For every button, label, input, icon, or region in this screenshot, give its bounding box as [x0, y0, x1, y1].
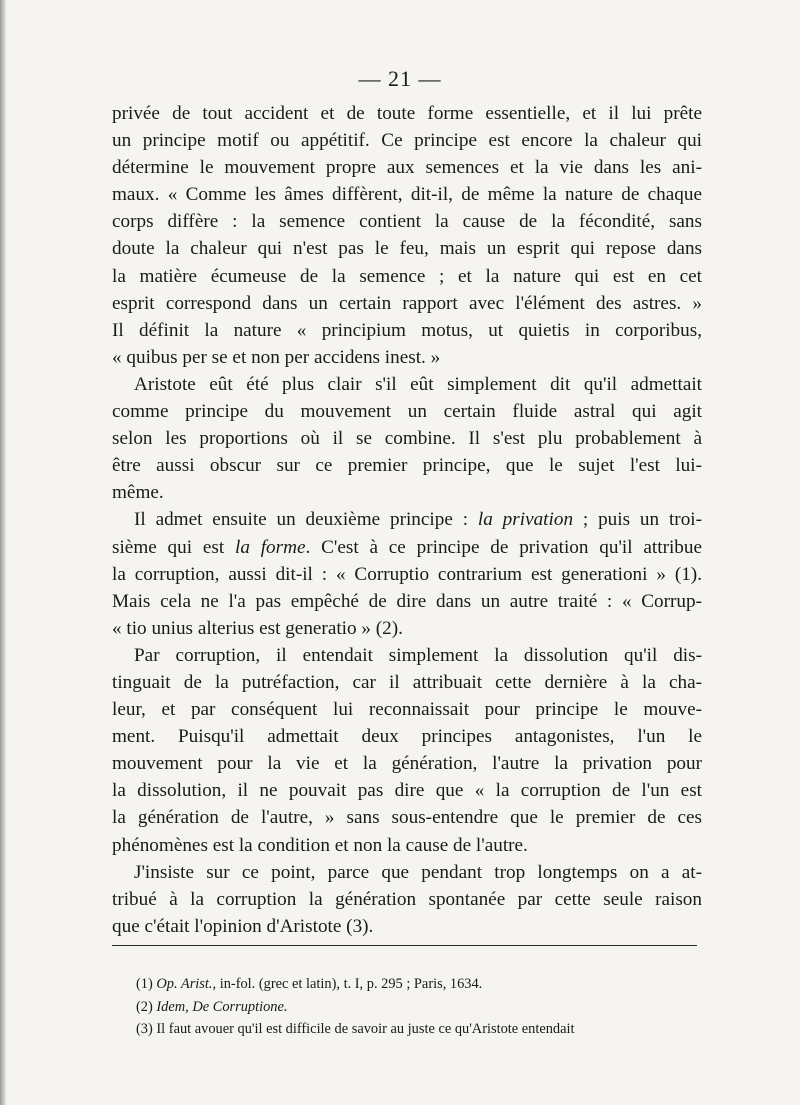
text-line: la génération de l'autre, » sans sous-entendre que le premier de ces [112, 807, 702, 829]
text-line: Il définit la nature « principium motus, ut quietis in corporibus, [112, 319, 702, 341]
footnote [136, 1018, 701, 1041]
footnote-mark: (1) [136, 976, 153, 992]
text-line: même. [112, 482, 164, 504]
text-line: ment. Puisqu'il admettait deux principes antagonistes, l'un le [112, 726, 702, 748]
footnote-mark: (2) [136, 998, 153, 1015]
text-line: être aussi obscur sur ce premier principe, que le sujet l'est lui- [112, 455, 702, 477]
italic-term: la forme [235, 536, 306, 558]
text-line: phénomènes est la condition et non la cause de l'autre. [112, 834, 528, 856]
text-line: doute la chaleur qui n'est pas le feu, mais un esprit qui repose dans [112, 238, 702, 260]
text-line: « tio unius alterius est generatio » (2). [112, 617, 403, 639]
italic-term: la privation [477, 509, 574, 531]
text-line: que c'était l'opinion d'Aristote (3). [112, 915, 374, 937]
paragraph [112, 371, 702, 506]
footnote-mark: (3) [136, 1021, 153, 1037]
main-text [112, 100, 702, 940]
text-line: la corruption, aussi dit-il : « Corruptio contrarium est generationi » (1). [112, 563, 702, 585]
footnote-text: Il faut avouer qu'il est difficile de savoir au juste ce qu'Aristote entendait [156, 1021, 575, 1037]
text-line: esprit correspond dans un certain rapport avec l'élément des astres. » [112, 292, 702, 314]
text-line: J'insiste sur ce point, parce que pendant trop longtemps on a at- [134, 861, 702, 883]
text-line: Par corruption, il entendait simplement la dissolution qu'il dis- [134, 644, 702, 666]
text-line: Mais cela ne l'a pas empêché de dire dans un autre traité : « Corrup- [112, 590, 702, 612]
text-line: mouvement pour la vie et la génération, l'autre la privation pour [112, 753, 702, 775]
page-number: — 21 — [358, 66, 442, 91]
text-line: leur, et par conséquent lui reconnaissait pour principe le mouve- [112, 699, 702, 721]
footnote-rule [112, 945, 697, 946]
text-line: sième qui est la forme. C'est à ce principe de privation qu'il attribue [112, 536, 702, 558]
text-line: tribué à la corruption la génération spontanée par cette seule raison [112, 888, 702, 910]
footnote [136, 973, 701, 996]
text-line: Il admet ensuite un deuxième principe : la privation ; puis un troi- [134, 509, 703, 531]
page-edge-shadow [0, 0, 6, 1105]
footnote-text: in-fol. (grec et latin), t. I, p. 295 ; Paris, 1634. [216, 976, 483, 992]
footnotes [136, 973, 701, 1041]
text-line: détermine le mouvement propre aux semences et la vie dans les ani- [112, 157, 702, 179]
text-line: tinguait de la putréfaction, car il attribuait cette dernière à la cha- [112, 671, 702, 693]
text-line: corps diffère : la semence contient la cause de la fécondité, sans [112, 211, 702, 233]
footnote-source: Op. Arist., [156, 976, 217, 992]
text-line: selon les proportions où il se combine. Il s'est plu probablement à [112, 428, 702, 450]
paragraph [112, 642, 702, 859]
text-line: un principe motif ou appétitif. Ce principe est encore la chaleur qui [112, 130, 702, 152]
paragraph [112, 100, 702, 371]
footnote [136, 996, 701, 1019]
footnote-source: Idem, De Corruptione. [156, 998, 288, 1015]
text-line: Aristote eût été plus clair s'il eût simplement dit qu'il admettait [134, 373, 702, 395]
text-line: « quibus per se et non per accidens inest. » [112, 346, 441, 368]
text-line: la dissolution, il ne pouvait pas dire que « la corruption de l'un est [112, 780, 702, 802]
text-line: privée de tout accident et de toute forme essentielle, et il lui prête [112, 103, 702, 124]
text-line: maux. « Comme les âmes diffèrent, dit-il, de même la nature de chaque [112, 184, 702, 206]
text-line: la matière écumeuse de la semence ; et la nature qui est en cet [112, 265, 702, 287]
paragraph [112, 859, 702, 940]
paragraph [112, 506, 702, 641]
text-line: comme principe du mouvement un certain fluide astral qui agit [112, 401, 702, 423]
